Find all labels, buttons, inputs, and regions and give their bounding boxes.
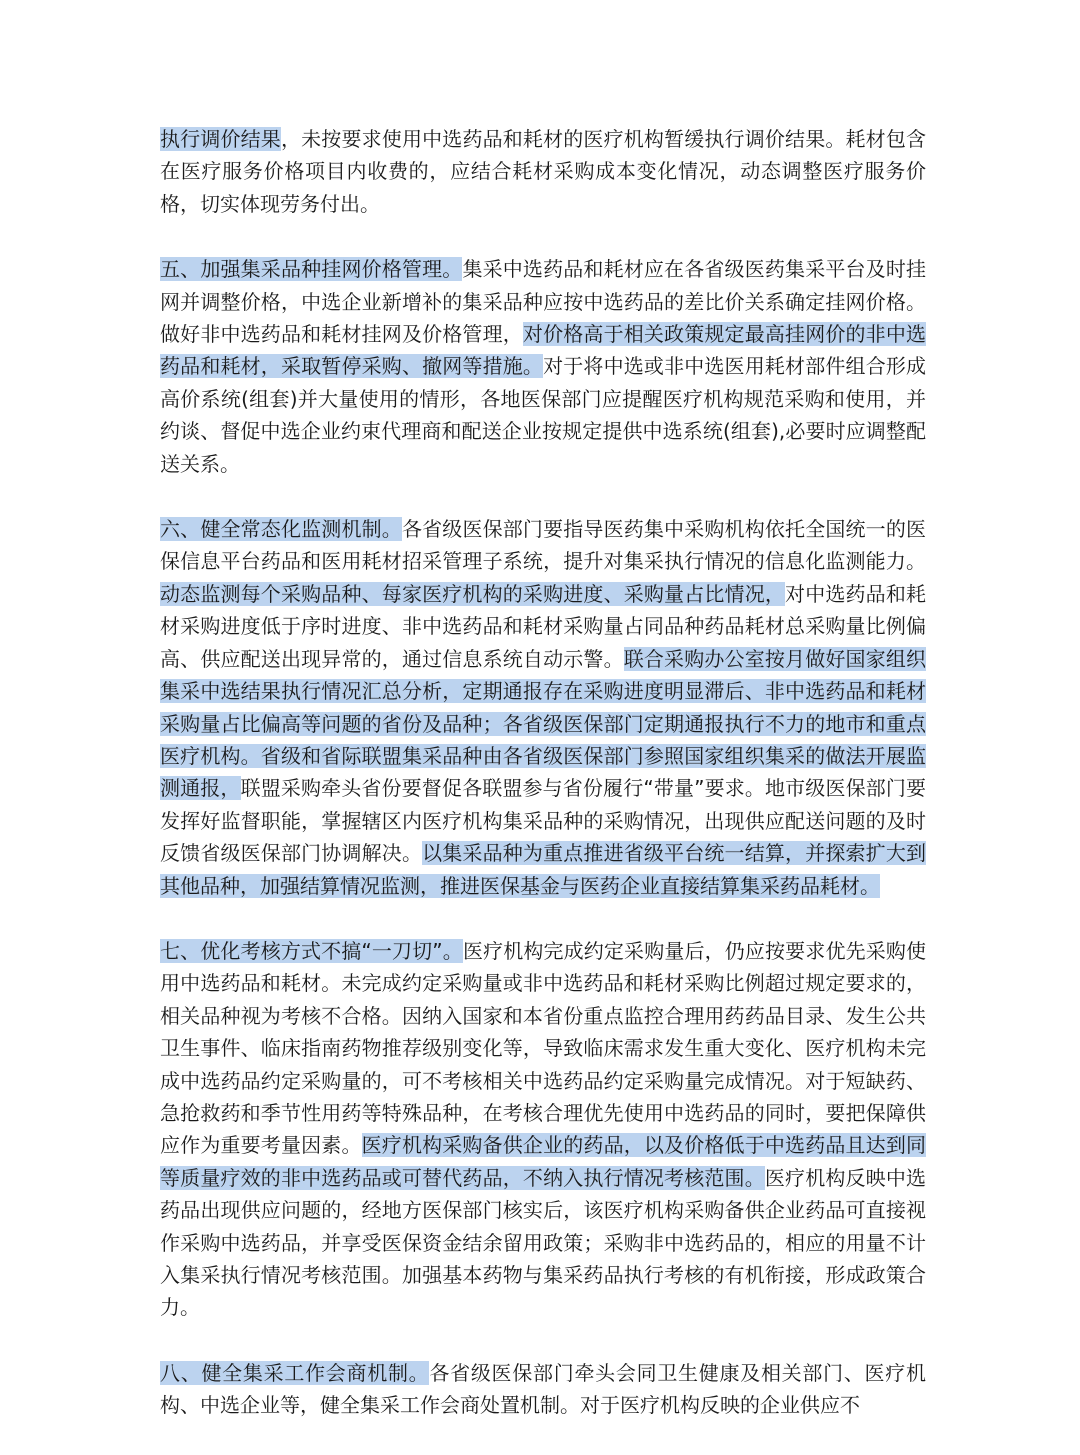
highlighted-text: 医疗机构采购备供企业的药品，以及价格低于中选药品且达到同等质量疗效的非中选药品或可替代药品，不纳入执行情况考核范围。 — [160, 1133, 927, 1190]
body-text: 集采中选药品和耗材应在各省级医药集采平台及时挂网并调整价格，中选企业新增补的集采品种应按中选药品的差比价关系确定挂网价格。做好非中选药品和耗材挂网及价格管理， — [160, 257, 927, 347]
body-text: 对中选药品和耗材采购进度低于序时进度、非中选药品和耗材采购量占同品种药品耗材总采购量比例偏高、供应配送出现异常的，通过信息系统自动示警。 — [160, 581, 927, 671]
body-text: 联盟采购牵头省份要督促各联盟参与省份履行“带量”要求。地市级医保部门要发挥好监督职能，掌握辖区内医疗机构集采品种的采购情况，出现供应配送问题的及时反馈省级医保部门协调解决。 — [160, 776, 926, 866]
highlighted-text: 对价格高于相关政策规定最高挂网价的非中选药品和耗材，采取暂停采购、撤网等措施。 — [160, 322, 927, 379]
body-text: 对于将中选或非中选医用耗材部件组合形成高价系统(组套)并大量使用的情形，各地医保部门应提醒医疗机构规范采购和使用，并约谈、督促中选企业约束代理商和配送企业按规定提供中选系统(组套),必要时应调整配送关系。 — [160, 354, 927, 476]
paragraph-section-8 — [160, 1357, 926, 1422]
section-heading: 六、健全常态化监测机制。 — [160, 517, 402, 542]
section-heading: 五、加强集采品种挂网价格管理。 — [160, 257, 463, 282]
section-heading: 七、优化考核方式不搞“一刀切”。 — [160, 938, 463, 963]
body-text: 各省级医保部门牵头会同卫生健康及相关部门、医疗机构、中选企业等，健全集采工作会商处置机制。对于医疗机构反映的企业供应不 — [160, 1360, 927, 1418]
highlighted-text: 联合采购办公室按月做好国家组织集采中选结果执行情况汇总分析，定期通报存在采购进度明显滞后、非中选药品和耗材采购量占比偏高等问题的省份及品种；各省级医保部门定期通报执行不力的地市和重点医疗机构。省级和省际联盟集采品种由各省级医保部门参照国家组织集采的做法开展监测通报， — [160, 646, 927, 801]
highlighted-text: 动态监测每个采购品种、每家医疗机构的采购进度、采购量占比情况， — [160, 581, 786, 606]
body-text: 医疗机构完成约定采购量后，仍应按要求优先采购使用中选药品和耗材。未完成约定采购量或非中选药品和耗材采购比例超过规定要求的，相关品种视为考核不合格。因纳入国家和本省份重点监控合理用药药品目录、发生公共卫生事件、临床指南药物推荐级别变化等，导致临床需求发生重大变化、医疗机构未完成中选药品约定采购量的，可不考核相关中选药品约定采购量完成情况。对于短缺药、急抢救药和季节性用药等特殊品种，在考核合理优先使用中选药品的同时，要把保障供应作为重要考量因素。 — [160, 938, 927, 1158]
highlighted-text: 以集采品种为重点推进省级平台统一结算，并探索扩大到其他品种，加强结算情况监测，推进医保基金与医药企业直接结算集采药品耗材。 — [160, 841, 927, 898]
section-heading: 八、健全集采工作会商机制。 — [160, 1360, 430, 1385]
body-text: 各省级医保部门要指导医药集中采购机构依托全国统一的医保信息平台药品和医用耗材招采管理子系统，提升对集采执行情况的信息化监测能力。 — [160, 517, 927, 574]
paragraph-section-5 — [160, 253, 926, 480]
paragraph-section-6 — [160, 513, 926, 902]
paragraph-section-7 — [160, 935, 926, 1324]
highlighted-text: 执行调价结果 — [160, 127, 281, 151]
body-text: ，未按要求使用中选药品和耗材的医疗机构暂缓执行调价结果。耗材包含在医疗服务价格项目内收费的，应结合耗材采购成本变化情况，动态调整医疗服务价格，切实体现劳务付出。 — [160, 127, 927, 216]
document-body — [160, 123, 926, 1455]
body-text: 医疗机构反映中选药品出现供应问题的，经地方医保部门核实后，该医疗机构采购备供企业药品可直接视作采购中选药品，并享受医保资金结余留用政策；采购非中选药品的，相应的用量不计入集采执行情况考核范围。加强基本药物与集采药品执行考核的有机衔接，形成政策合力。 — [160, 1165, 927, 1320]
paragraph-price-execution — [160, 123, 926, 220]
